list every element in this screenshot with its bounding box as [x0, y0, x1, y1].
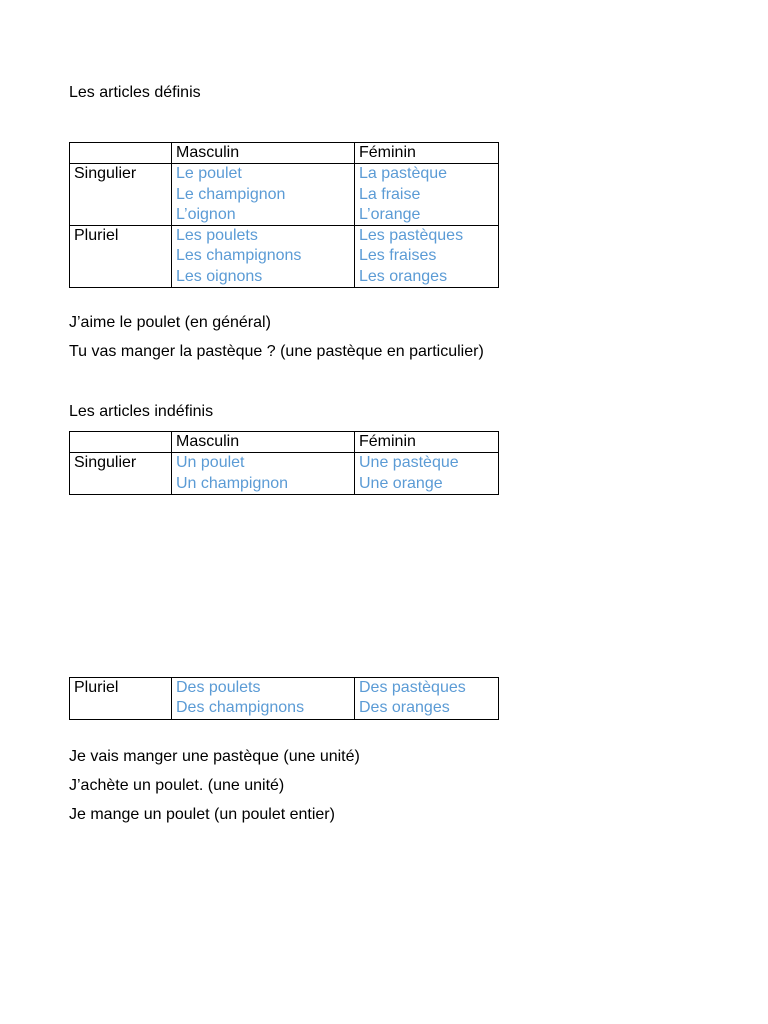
- list-item: Les pastèques: [359, 227, 464, 245]
- table-row: [70, 678, 499, 720]
- feminine-plural-cell: [355, 226, 499, 288]
- table-header-row: [70, 432, 499, 453]
- empty-corner-cell: [70, 143, 172, 164]
- masculine-header: Masculin: [172, 432, 355, 453]
- row-label-singular: Singulier: [70, 453, 172, 495]
- list-item: Les champignons: [176, 247, 302, 265]
- feminine-singular-cell: [355, 164, 499, 226]
- list-item: Les poulets: [176, 227, 258, 245]
- feminine-header: Féminin: [355, 432, 499, 453]
- masculine-singular-cell: [172, 453, 355, 495]
- definite-articles-heading: Les articles définis: [69, 84, 201, 101]
- masculine-header: Masculin: [172, 143, 355, 164]
- indefinite-example-2: J’achète un poulet. (une unité): [69, 777, 285, 794]
- indefinite-example-3: Je mange un poulet (un poulet entier): [69, 806, 335, 823]
- list-item: L’orange: [359, 205, 421, 223]
- table-row: [70, 164, 499, 226]
- list-item: Les oranges: [359, 267, 448, 285]
- feminine-plural-cell: [355, 678, 499, 720]
- list-item: Des champignons: [176, 699, 305, 717]
- list-item: Des pastèques: [359, 679, 466, 696]
- row-label-plural: Pluriel: [70, 226, 172, 288]
- feminine-singular-cell: [355, 453, 499, 495]
- feminine-header: Féminin: [355, 143, 499, 164]
- table-row: [70, 226, 499, 288]
- empty-corner-cell: [70, 432, 172, 453]
- list-item: Une orange: [359, 474, 443, 492]
- list-item: Une pastèque: [359, 454, 459, 472]
- list-item: Les oignons: [176, 267, 263, 285]
- list-item: L’oignon: [176, 205, 236, 223]
- list-item: Les fraises: [359, 247, 437, 265]
- table-row: [70, 453, 499, 495]
- masculine-singular-cell: [172, 164, 355, 226]
- list-item: La fraise: [359, 185, 421, 203]
- row-label-plural: Pluriel: [70, 678, 172, 720]
- indefinite-plural-table: [69, 677, 499, 720]
- list-item: La pastèque: [359, 165, 448, 183]
- list-item: Le poulet: [176, 165, 242, 183]
- row-label-singular: Singulier: [70, 164, 172, 226]
- indefinite-example-1: Je vais manger une pastèque (une unité): [69, 748, 360, 765]
- indefinite-singular-table: [69, 431, 499, 495]
- list-item: Un champignon: [176, 474, 289, 492]
- masculine-plural-cell: [172, 678, 355, 720]
- table-header-row: [70, 143, 499, 164]
- definite-articles-table: [69, 142, 499, 288]
- list-item: Un poulet: [176, 454, 245, 472]
- definite-example-1: J’aime le poulet (en général): [69, 314, 271, 331]
- definite-example-2: Tu vas manger la pastèque ? (une pastèque en particulier): [69, 343, 484, 360]
- list-item: Des poulets: [176, 679, 261, 696]
- list-item: Des oranges: [359, 699, 450, 717]
- list-item: Le champignon: [176, 185, 286, 203]
- indefinite-articles-heading: Les articles indéfinis: [69, 403, 214, 420]
- masculine-plural-cell: [172, 226, 355, 288]
